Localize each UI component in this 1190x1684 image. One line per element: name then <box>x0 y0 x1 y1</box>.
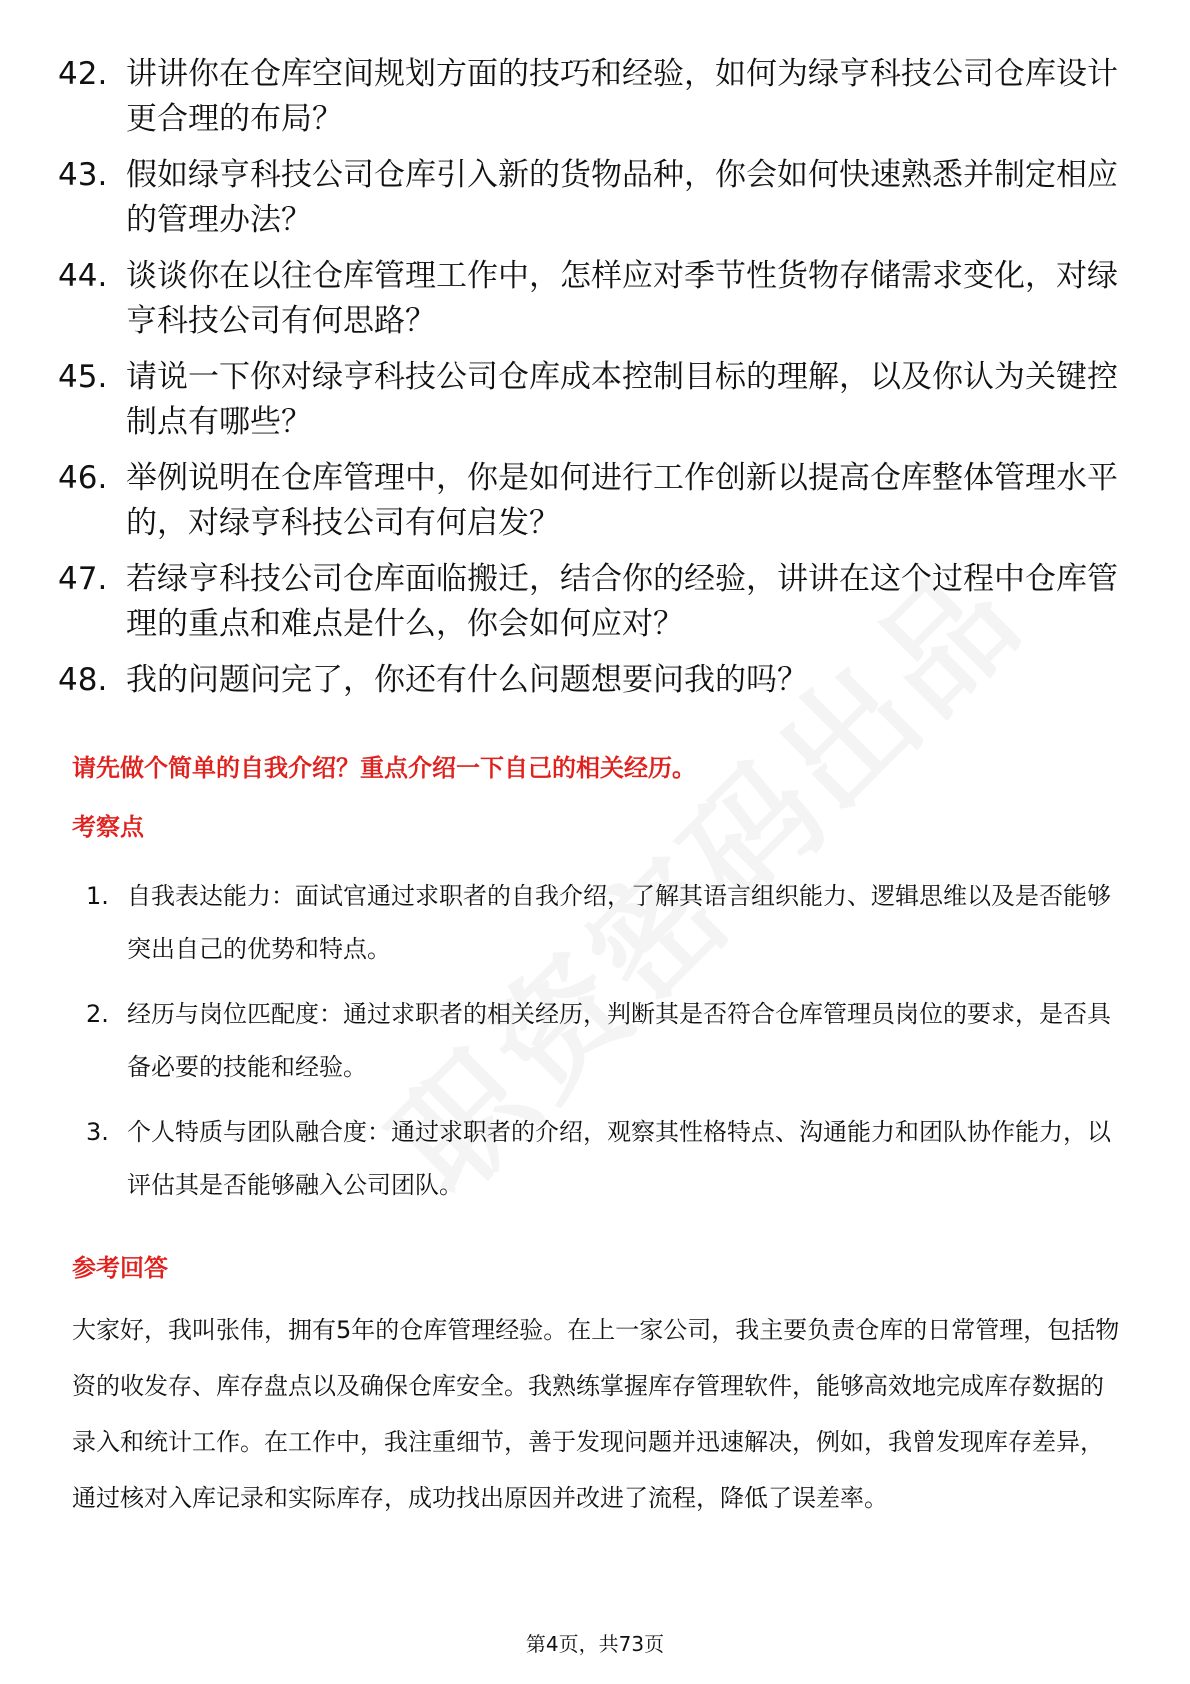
question-number: 43. <box>58 157 108 193</box>
question-number: 44. <box>58 258 108 294</box>
point-number: 3. <box>86 1118 109 1146</box>
question-text: 谈谈你在以往仓库管理工作中，怎样应对季节性货物存储需求变化，对绿亨科技公司有何思路？ <box>126 258 1118 339</box>
question-item <box>58 52 1128 142</box>
section-heading: 请先做个简单的自我介绍？重点介绍一下自己的相关经历。 <box>72 754 696 782</box>
question-item <box>58 153 1128 243</box>
question-number: 42. <box>58 56 108 92</box>
question-number: 47. <box>58 561 108 597</box>
question-item <box>58 658 1128 703</box>
question-text: 讲讲你在仓库空间规划方面的技巧和经验，如何为绿亨科技公司仓库设计更合理的布局？ <box>126 56 1118 137</box>
point-item <box>72 988 1122 1094</box>
question-item <box>58 355 1128 445</box>
question-item <box>58 557 1128 647</box>
question-list <box>58 52 1128 714</box>
question-item <box>58 456 1128 546</box>
answer-label: 参考回答 <box>72 1254 168 1282</box>
question-number: 48. <box>58 662 108 698</box>
point-text: 经历与岗位匹配度：通过求职者的相关经历，判断其是否符合仓库管理员岗位的要求，是否具备必要的技能和经验。 <box>127 1000 1111 1081</box>
reference-answer: 大家好，我叫张伟，拥有5年的仓库管理经验。在上一家公司，我主要负责仓库的日常管理，包括物资的收发存、库存盘点以及确保仓库安全。我熟练掌握库存管理软件，能够高效地完成库存数据的录入和统计工作。在工作中，我注重细节，善于发现问题并迅速解决，例如，我曾发现库存差异，通过核对入库记录和实际库存，成功找出原因并改进了流程，降低了误差率。 <box>72 1316 1120 1512</box>
page-number: 第4页，共73页 <box>525 1632 665 1656</box>
point-item <box>72 870 1122 976</box>
question-text: 假如绿亨科技公司仓库引入新的货物品种，你会如何快速熟悉并制定相应的管理办法？ <box>126 157 1118 238</box>
question-number: 45. <box>58 359 108 395</box>
point-text: 个人特质与团队融合度：通过求职者的介绍，观察其性格特点、沟通能力和团队协作能力，以评估其是否能够融入公司团队。 <box>127 1118 1111 1199</box>
question-text: 请说一下你对绿亨科技公司仓库成本控制目标的理解，以及你认为关键控制点有哪些？ <box>126 359 1118 440</box>
question-item <box>58 254 1128 344</box>
assessment-points <box>72 870 1122 1224</box>
point-text: 自我表达能力：面试官通过求职者的自我介绍，了解其语言组织能力、逻辑思维以及是否能够突出自己的优势和特点。 <box>127 882 1111 963</box>
question-number: 46. <box>58 460 108 496</box>
point-item <box>72 1106 1122 1212</box>
point-number: 1. <box>86 882 109 910</box>
question-text: 举例说明在仓库管理中，你是如何进行工作创新以提高仓库整体管理水平的，对绿亨科技公司有何启发？ <box>126 460 1118 541</box>
point-number: 2. <box>86 1000 109 1028</box>
question-text: 我的问题问完了，你还有什么问题想要问我的吗？ <box>126 662 808 698</box>
question-text: 若绿亨科技公司仓库面临搬迁，结合你的经验，讲讲在这个过程中仓库管理的重点和难点是什么，你会如何应对？ <box>126 561 1118 642</box>
points-label: 考察点 <box>72 813 144 841</box>
